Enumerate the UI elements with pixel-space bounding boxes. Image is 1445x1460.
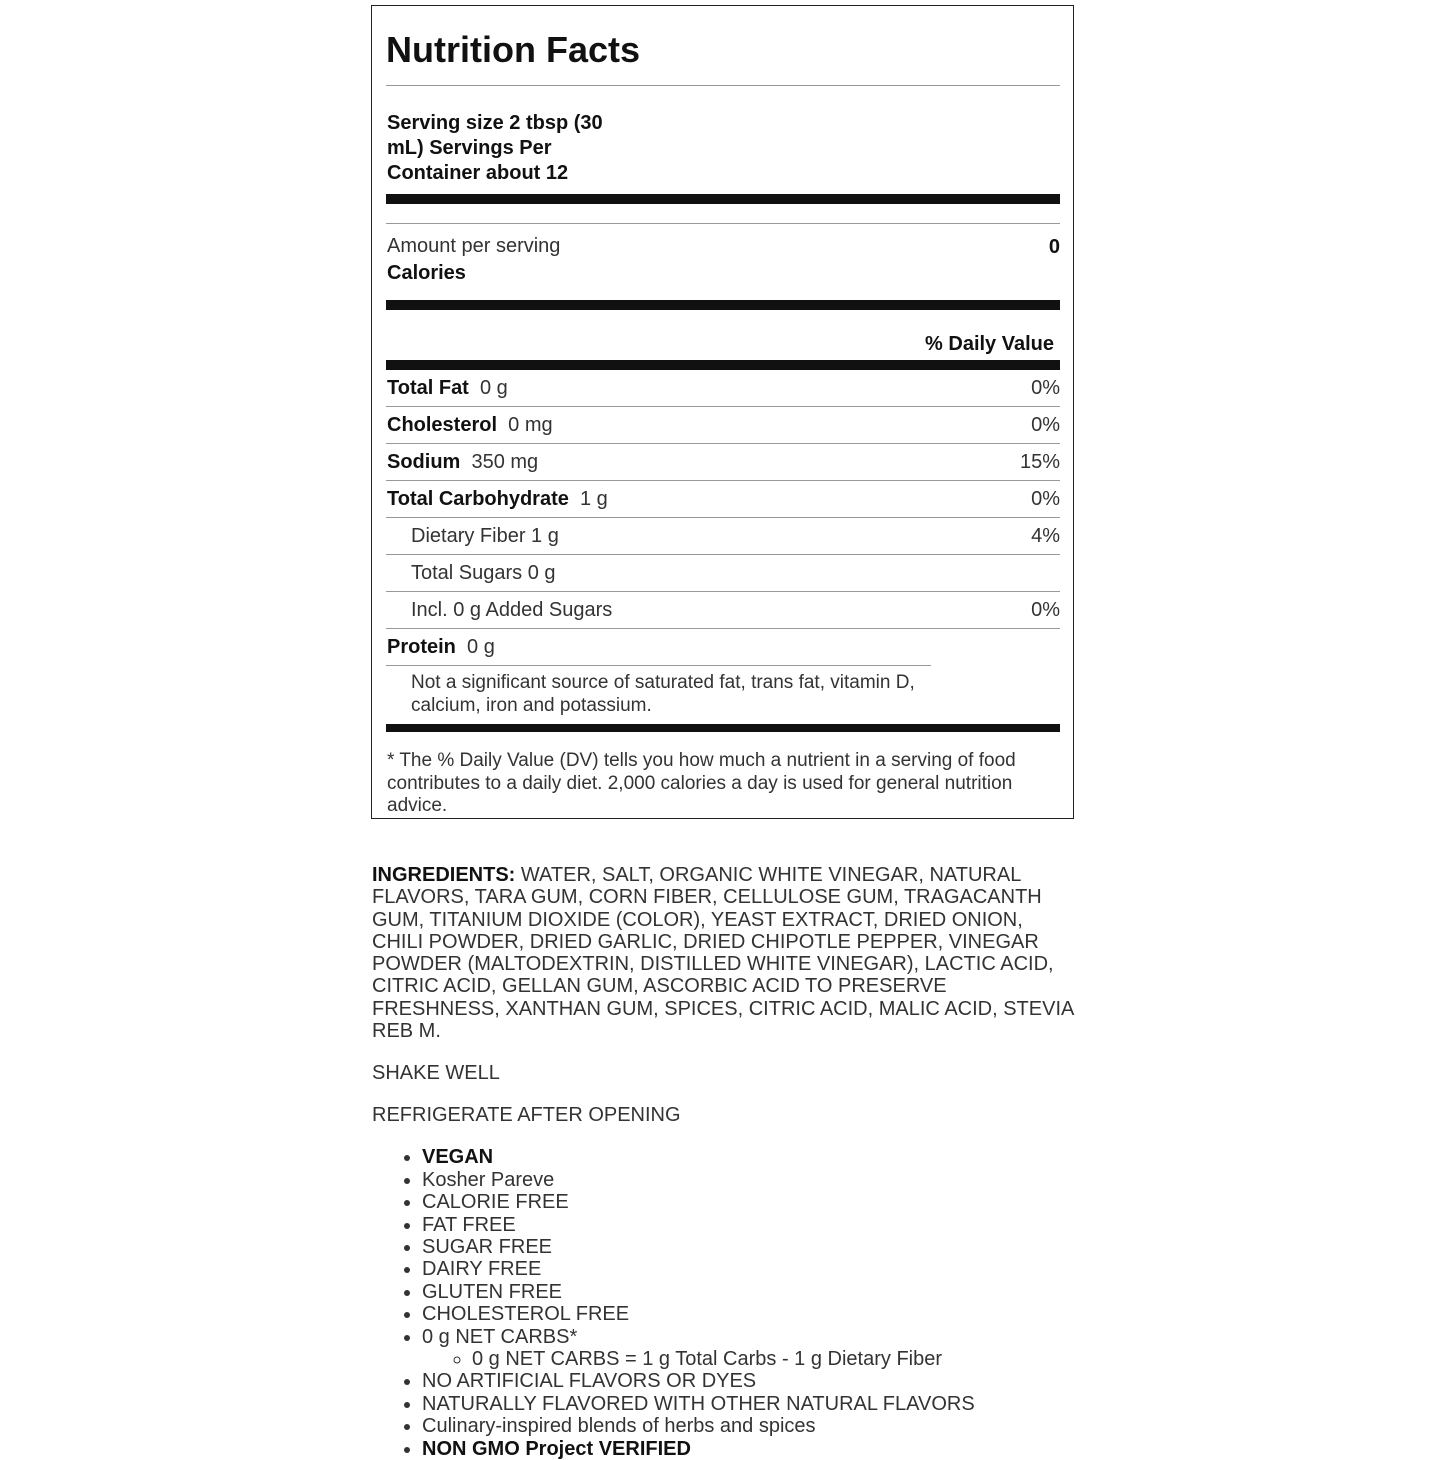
nutrient-name: Cholesterol bbox=[387, 414, 498, 436]
nutrient-row-sodium bbox=[386, 443, 1060, 480]
nutrient-amount: 0 g bbox=[467, 636, 495, 658]
daily-value-footnote: * The % Daily Value (DV) tells you how much a nutrient in a serving of food contributes to a daily diet. 2,000 calories a day is used for general nutrition advice. bbox=[387, 750, 1016, 816]
calories-value: 0 bbox=[1048, 236, 1060, 258]
list-item: • FAT FREE bbox=[422, 1214, 1077, 1236]
ingredients-heading: INGREDIENTS: bbox=[372, 864, 516, 886]
list-item bbox=[422, 1438, 1077, 1460]
nutrient-name: Protein bbox=[387, 636, 456, 658]
nutrient-name: Total Carbohydrate bbox=[387, 488, 569, 510]
nutrient-row-total-carbohydrate bbox=[386, 480, 1060, 517]
nutrient-dv: 0% bbox=[1031, 414, 1060, 436]
net-carbs-sublist bbox=[422, 1348, 1077, 1370]
thick-divider bbox=[386, 300, 1060, 310]
list-item: ◦ 0 g NET CARBS = 1 g Total Carbs - 1 g Dietary Fiber bbox=[472, 1348, 1077, 1370]
not-significant-note: Not a significant source of saturated fat, trans fat, vitamin D, calcium, iron and potassium. bbox=[386, 665, 931, 724]
nutrient-dv: 0% bbox=[1031, 488, 1060, 510]
claim-net-carbs: 0 g NET CARBS* bbox=[422, 1325, 578, 1348]
calories-section bbox=[386, 224, 1060, 300]
list-item: • CHOLESTEROL FREE bbox=[422, 1303, 1077, 1325]
nutrient-name: Incl. 0 g Added Sugars bbox=[411, 599, 613, 621]
nutrient-row-added-sugars bbox=[386, 591, 1060, 628]
list-item: • NO ARTIFICIAL FLAVORS OR DYES bbox=[422, 1370, 1077, 1392]
nutrient-amount: 1 g bbox=[580, 488, 608, 510]
nutrient-dv: 4% bbox=[1031, 525, 1060, 547]
claim-vegan: VEGAN bbox=[422, 1146, 494, 1169]
thick-divider bbox=[386, 724, 1060, 732]
nutrient-amount: 0 mg bbox=[508, 414, 553, 436]
ingredients-paragraph bbox=[372, 864, 1077, 1042]
nutrient-name: Dietary Fiber 1 g bbox=[411, 525, 559, 547]
nutrient-name: Total Fat bbox=[387, 377, 469, 399]
nutrient-dv: 15% bbox=[1019, 451, 1060, 473]
daily-value-header bbox=[386, 310, 1060, 360]
claim-non-gmo: NON GMO Project VERIFIED bbox=[422, 1437, 691, 1460]
list-item: • NATURALLY FLAVORED WITH OTHER NATURAL FLAVORS bbox=[422, 1393, 1077, 1415]
nutrient-name: Total Sugars 0 g bbox=[411, 562, 556, 584]
nutrient-amount: 350 mg bbox=[471, 451, 539, 473]
refrigerate-note: REFRIGERATE AFTER OPENING bbox=[372, 1104, 681, 1127]
nutrient-row-total-sugars bbox=[386, 554, 1060, 591]
list-item: • DAIRY FREE bbox=[422, 1258, 1077, 1280]
amount-per-serving: Amount per serving bbox=[387, 235, 561, 257]
daily-value-header-text: % Daily Value bbox=[925, 333, 1054, 355]
nutrition-facts-label bbox=[371, 5, 1074, 819]
list-item: • Culinary-inspired blends of herbs and spices bbox=[422, 1415, 1077, 1437]
list-item: • SUGAR FREE bbox=[422, 1236, 1077, 1258]
nutrient-row-protein bbox=[386, 628, 1060, 665]
nutrient-amount: 0 g bbox=[479, 377, 508, 399]
list-item bbox=[422, 1326, 1077, 1371]
nutrient-row-total-fat bbox=[386, 370, 1060, 406]
nutrient-dv: 0% bbox=[1031, 377, 1060, 399]
nutrient-dv: 0% bbox=[1031, 599, 1060, 621]
thick-divider bbox=[386, 360, 1060, 370]
product-details bbox=[372, 864, 1077, 1460]
list-item bbox=[422, 1146, 1077, 1168]
thick-divider bbox=[386, 194, 1060, 204]
list-item: • GLUTEN FREE bbox=[422, 1281, 1077, 1303]
nutrient-row-dietary-fiber bbox=[386, 517, 1060, 554]
list-item: • CALORIE FREE bbox=[422, 1191, 1077, 1213]
serving-info: Serving size 2 tbsp (30 mL) Servings Per Container about 12 bbox=[387, 112, 603, 184]
calories-label: Calories bbox=[387, 262, 466, 284]
ingredients-text: WATER, SALT, ORGANIC WHITE VINEGAR, NATURAL FLAVORS, TARA GUM, CORN FIBER, CELLULOSE GUM, TRAGACANTH GUM, TITANIUM DIOXIDE (COLOR), YEAST EXTRACT, DRIED ONION, CHILI POWDER, DRIED GARLIC, DRIED CHIPOTLE PEPPER, VINEGAR POWDER (MALTODEXTRIN, DISTILLED WHITE VINEGAR), LACTIC ACID, CITRIC ACID, GELLAN GUM, ASCORBIC ACID TO PRESERVE FRESHNESS, XANTHAN GUM, SPICES, CITRIC ACID, MALIC ACID, STEVIA REB M. bbox=[372, 864, 1074, 1043]
nutrient-row-cholesterol bbox=[386, 406, 1060, 443]
nutrient-name: Sodium bbox=[387, 451, 461, 473]
product-claims-list bbox=[372, 1146, 1077, 1460]
shake-well-note: SHAKE WELL bbox=[372, 1062, 500, 1085]
list-item: • Kosher Pareve bbox=[422, 1169, 1077, 1191]
nutrition-facts-title: Nutrition Facts bbox=[386, 29, 641, 70]
